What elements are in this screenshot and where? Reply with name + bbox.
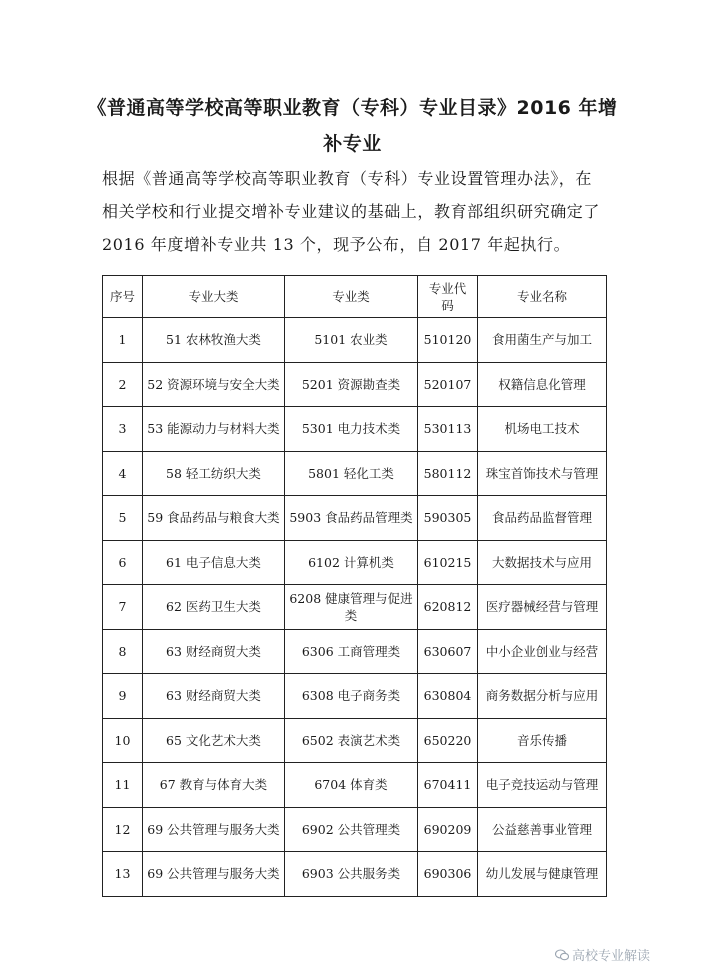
- cell-name: 中小企业创业与经营: [478, 629, 607, 674]
- table-row: [103, 807, 607, 852]
- cell-name: 权籍信息化管理: [478, 362, 607, 407]
- cell-code: 650220: [418, 718, 478, 763]
- cell-major-category: 53 能源动力与材料大类: [143, 407, 285, 452]
- watermark-text: 高校专业解读: [572, 949, 651, 964]
- intro-line-2: 相关学校和行业提交增补专业建议的基础上，教育部组织研究确定了: [102, 202, 601, 221]
- cell-category: 5301 电力技术类: [285, 407, 418, 452]
- cell-category: 6502 表演艺术类: [285, 718, 418, 763]
- table-row: [103, 585, 607, 630]
- cell-name: 商务数据分析与应用: [478, 674, 607, 719]
- cell-name: 幼儿发展与健康管理: [478, 852, 607, 897]
- cell-category: 5101 农业类: [285, 318, 418, 363]
- cell-major-category: 69 公共管理与服务大类: [143, 852, 285, 897]
- cell-category: 5201 资源勘查类: [285, 362, 418, 407]
- cell-code: 630607: [418, 629, 478, 674]
- cell-name: 机场电工技术: [478, 407, 607, 452]
- cell-seq: 12: [103, 807, 143, 852]
- cell-major-category: 62 医药卫生大类: [143, 585, 285, 630]
- cell-category: 6208 健康管理与促进类: [285, 585, 418, 630]
- cell-name: 音乐传播: [478, 718, 607, 763]
- cell-category: 5801 轻化工类: [285, 451, 418, 496]
- cell-major-category: 52 资源环境与安全大类: [143, 362, 285, 407]
- header-code-line-1: 专业代: [428, 280, 467, 296]
- cell-category: 6902 公共管理类: [285, 807, 418, 852]
- cell-code: 590305: [418, 496, 478, 541]
- cell-code: 530113: [418, 407, 478, 452]
- cell-seq: 5: [103, 496, 143, 541]
- cell-code: 510120: [418, 318, 478, 363]
- cell-name: 公益慈善事业管理: [478, 807, 607, 852]
- cell-major-category: 69 公共管理与服务大类: [143, 807, 285, 852]
- cell-code: 630804: [418, 674, 478, 719]
- title-line-2: 补专业: [323, 133, 382, 155]
- cell-code: 690306: [418, 852, 478, 897]
- cell-major-category: 59 食品药品与粮食大类: [143, 496, 285, 541]
- cell-category: 6102 计算机类: [285, 540, 418, 585]
- table-row: [103, 540, 607, 585]
- intro-line-3: 2016 年度增补专业共 13 个，现予公布，自 2017 年起执行。: [102, 235, 571, 254]
- watermark: [555, 945, 650, 964]
- document-title: [80, 90, 625, 162]
- cell-seq: 1: [103, 318, 143, 363]
- table-row: [103, 629, 607, 674]
- cell-seq: 13: [103, 852, 143, 897]
- table-row: [103, 718, 607, 763]
- cell-name: 医疗器械经营与管理: [478, 585, 607, 630]
- cell-major-category: 63 财经商贸大类: [143, 674, 285, 719]
- cell-seq: 7: [103, 585, 143, 630]
- cell-major-category: 61 电子信息大类: [143, 540, 285, 585]
- cell-name: 大数据技术与应用: [478, 540, 607, 585]
- cell-seq: 4: [103, 451, 143, 496]
- table-row: [103, 362, 607, 407]
- cell-seq: 11: [103, 763, 143, 808]
- cell-major-category: 51 农林牧渔大类: [143, 318, 285, 363]
- table-row: [103, 852, 607, 897]
- cell-code: 620812: [418, 585, 478, 630]
- wechat-chat-icon: [555, 949, 569, 961]
- cell-code: 690209: [418, 807, 478, 852]
- cell-seq: 8: [103, 629, 143, 674]
- cell-seq: 3: [103, 407, 143, 452]
- table-row: [103, 318, 607, 363]
- header-code-line-2: 码: [441, 297, 454, 313]
- cell-category: 6308 电子商务类: [285, 674, 418, 719]
- cell-category: 6306 工商管理类: [285, 629, 418, 674]
- cell-name: 珠宝首饰技术与管理: [478, 451, 607, 496]
- table-row: [103, 674, 607, 719]
- cell-major-category: 67 教育与体育大类: [143, 763, 285, 808]
- cell-code: 610215: [418, 540, 478, 585]
- table-row: [103, 763, 607, 808]
- cell-category: 5903 食品药品管理类: [285, 496, 418, 541]
- cell-name: 食品药品监督管理: [478, 496, 607, 541]
- header-major-category: 专业大类: [143, 276, 285, 318]
- table-row: [103, 407, 607, 452]
- cell-major-category: 58 轻工纺织大类: [143, 451, 285, 496]
- cell-seq: 6: [103, 540, 143, 585]
- table-row: [103, 496, 607, 541]
- table-header-row: [103, 276, 607, 318]
- header-category: 专业类: [285, 276, 418, 318]
- table-row: [103, 451, 607, 496]
- cell-seq: 9: [103, 674, 143, 719]
- cell-name: 食用菌生产与加工: [478, 318, 607, 363]
- major-catalog-table: [102, 275, 607, 897]
- cell-category: 6903 公共服务类: [285, 852, 418, 897]
- header-seq: 序号: [103, 276, 143, 318]
- intro-line-1: 根据《普通高等学校高等职业教育（专科）专业设置管理办法》，在: [102, 169, 593, 188]
- cell-code: 520107: [418, 362, 478, 407]
- cell-code: 670411: [418, 763, 478, 808]
- title-line-1: 《普通高等学校高等职业教育（专科）专业目录》2016 年增: [87, 97, 618, 119]
- intro-paragraph: [102, 162, 622, 261]
- cell-major-category: 65 文化艺术大类: [143, 718, 285, 763]
- cell-code: 580112: [418, 451, 478, 496]
- cell-major-category: 63 财经商贸大类: [143, 629, 285, 674]
- header-name: 专业名称: [478, 276, 607, 318]
- cell-category: 6704 体育类: [285, 763, 418, 808]
- cell-name: 电子竞技运动与管理: [478, 763, 607, 808]
- header-code: [418, 276, 478, 318]
- cell-seq: 2: [103, 362, 143, 407]
- cell-seq: 10: [103, 718, 143, 763]
